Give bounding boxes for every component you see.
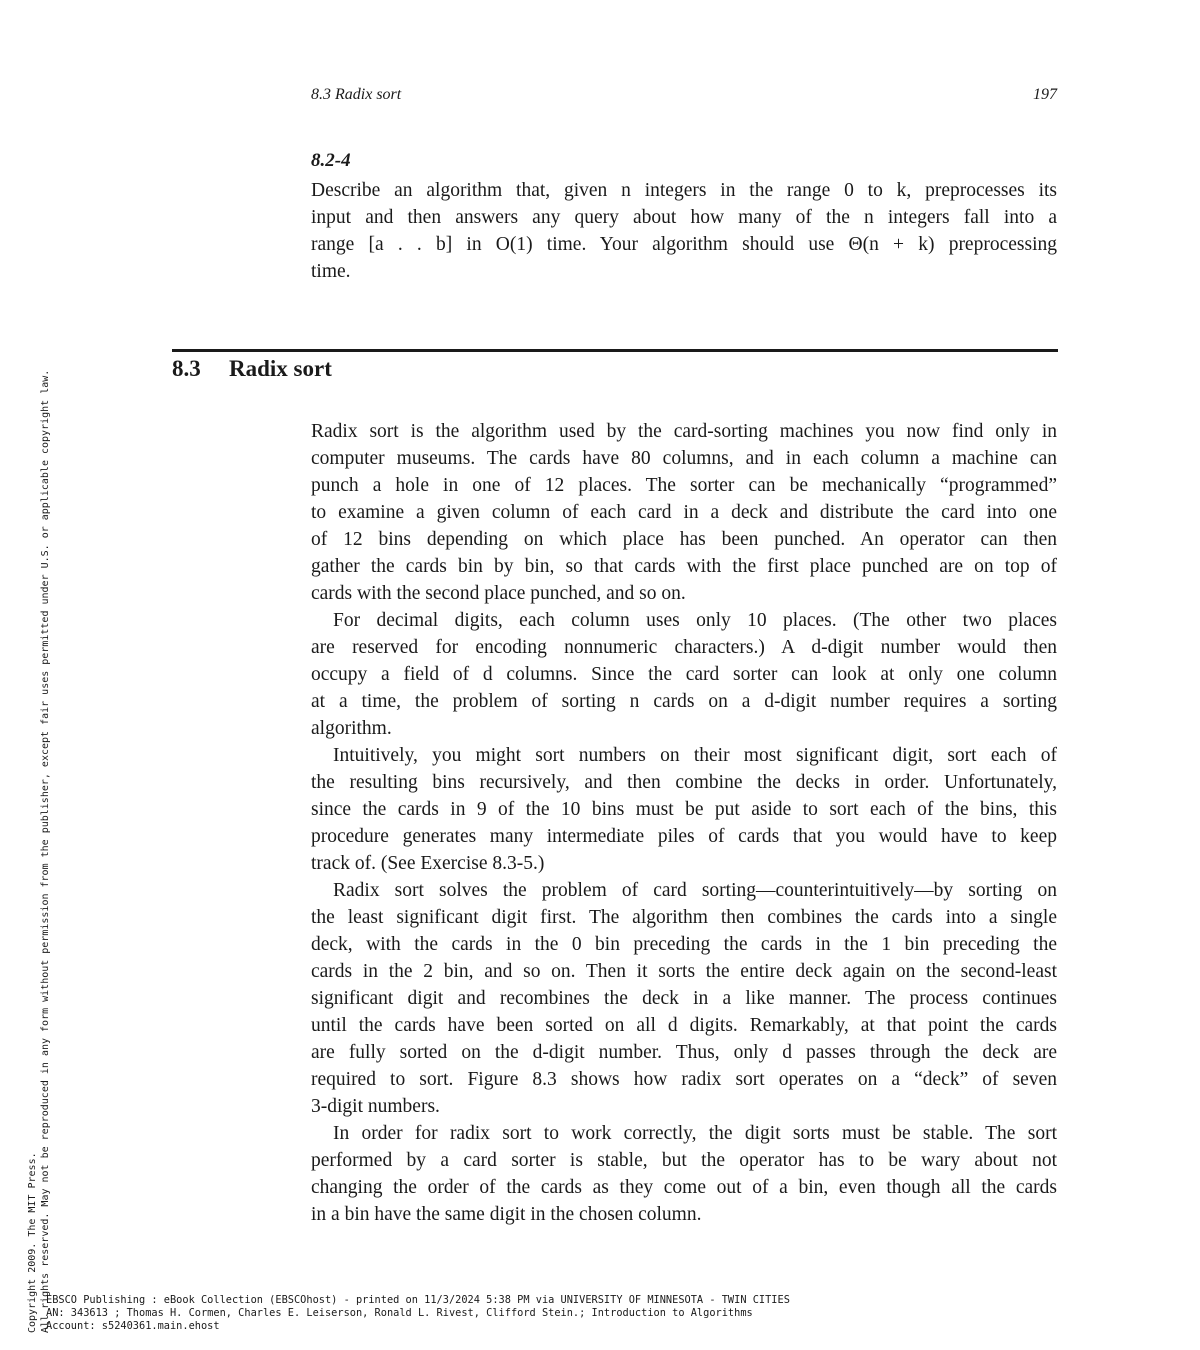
section-title: Radix sort — [229, 356, 332, 381]
text-line: required to sort. Figure 8.3 shows how radix sort operates on a “deck” of seven — [311, 1069, 1057, 1090]
text-line: Radix sort solves the problem of card sorting—counterintuitively—by sorting on — [333, 880, 1057, 901]
copyright-notice-text — [26, 370, 52, 1333]
text-line: the resulting bins recursively, and then combine the decks in order. Unfortunately, — [311, 772, 1057, 793]
text-line: input and then answers any query about how many of the n integers fall into a — [311, 207, 1057, 228]
text-line: in a bin have the same digit in the chosen column. — [311, 1204, 702, 1225]
section-body — [311, 418, 1057, 1228]
text-line: performed by a card sorter is stable, but the operator has to be wary about not — [311, 1150, 1057, 1171]
text-line: computer museums. The cards have 80 columns, and in each column a machine can — [311, 448, 1057, 469]
exercise-text — [311, 177, 1057, 285]
text-line: range [a . . b] in O(1) time. Your algorithm should use Θ(n + k) preprocessing — [311, 234, 1057, 255]
copyright-line: Copyright 2009. The MIT Press. — [27, 1152, 38, 1333]
text-line: procedure generates many intermediate piles of cards that you would have to keep — [311, 826, 1057, 847]
footer-line: EBSCO Publishing : eBook Collection (EBSCOhost) - printed on 11/3/2024 5:38 PM via UNIVERSITY OF MINNESOTA - TWIN CITIES — [46, 1294, 790, 1306]
text-line: deck, with the cards in the 0 bin preceding the cards in the 1 bin preceding the — [311, 934, 1057, 955]
text-line: time. — [311, 261, 351, 282]
footer-line: Account: s5240361.main.ehost — [46, 1320, 220, 1332]
text-line: For decimal digits, each column uses only 10 places. (The other two places — [333, 610, 1057, 631]
text-line: are reserved for encoding nonnumeric characters.) A d-digit number would then — [311, 637, 1057, 658]
text-line: at a time, the problem of sorting n cards on a d-digit number requires a sorting — [311, 691, 1057, 712]
text-line: occupy a field of d columns. Since the card sorter can look at only one column — [311, 664, 1057, 685]
running-head-section: 8.3 Radix sort — [311, 86, 402, 103]
text-line: cards with the second place punched, and so on. — [311, 583, 686, 604]
section-number: 8.3 — [172, 356, 201, 381]
text-line: of 12 bins depending on which place has been punched. An operator can then — [311, 529, 1057, 550]
footer-line: AN: 343613 ; Thomas H. Cormen, Charles E. Leiserson, Ronald L. Rivest, Clifford Stein.; Introduction to Algorithms — [46, 1307, 753, 1319]
section-rule — [172, 349, 1058, 352]
ebsco-footer — [46, 1294, 1186, 1333]
text-line: changing the order of the cards as they come out of a bin, even though all the cards — [311, 1177, 1057, 1198]
text-line: In order for radix sort to work correctly, the digit sorts must be stable. The sort — [333, 1123, 1057, 1144]
running-head — [311, 86, 1057, 108]
text-line: Intuitively, you might sort numbers on their most significant digit, sort each of — [333, 745, 1057, 766]
text-line: 3-digit numbers. — [311, 1096, 440, 1117]
text-line: significant digit and recombines the deck in a like manner. The process continues — [311, 988, 1057, 1009]
text-line: Radix sort is the algorithm used by the card-sorting machines you now find only in — [311, 421, 1057, 442]
text-line: gather the cards bin by bin, so that cards with the first place punched are on top of — [311, 556, 1057, 577]
text-line: until the cards have been sorted on all d digits. Remarkably, at that point the cards — [311, 1015, 1057, 1036]
text-line: track of. (See Exercise 8.3-5.) — [311, 853, 545, 874]
text-line: are fully sorted on the d-digit number. Thus, only d passes through the deck are — [311, 1042, 1057, 1063]
page-number: 197 — [1033, 86, 1057, 103]
text-line: cards in the 2 bin, and so on. Then it sorts the entire deck again on the second-least — [311, 961, 1057, 982]
copyright-line: All rights reserved. May not be reproduced in any form without permission from the publisher, except fair uses permitted under U.S. or applicable copyright law. — [40, 369, 51, 1333]
text-line: since the cards in 9 of the 10 bins must be put aside to sort each of the bins, this — [311, 799, 1057, 820]
text-line: Describe an algorithm that, given n integers in the range 0 to k, preprocesses its — [311, 180, 1057, 201]
exercise-label: 8.2-4 — [311, 150, 351, 171]
text-line: algorithm. — [311, 718, 392, 739]
text-line: punch a hole in one of 12 places. The sorter can be mechanically “programmed” — [311, 475, 1057, 496]
text-line: to examine a given column of each card in a deck and distribute the card into one — [311, 502, 1057, 523]
text-line: the least significant digit first. The algorithm then combines the cards into a single — [311, 907, 1057, 928]
